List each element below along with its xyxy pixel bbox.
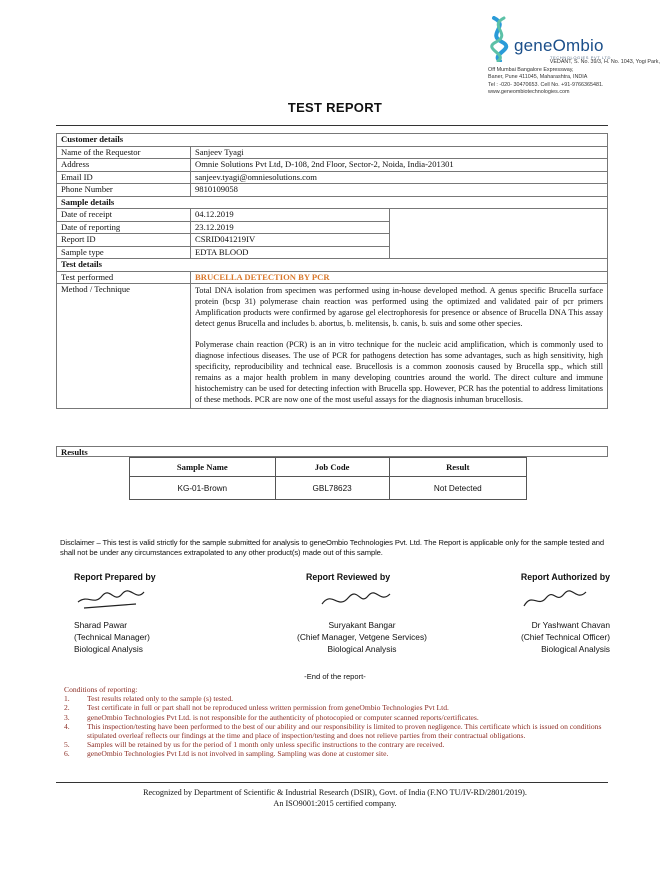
sample-name-cell: KG-01-Brown: [130, 477, 276, 500]
page-title: TEST REPORT: [287, 100, 383, 115]
item-number: 5.: [64, 740, 70, 750]
list-item: [64, 740, 614, 749]
disclaimer: Disclaimer – This test is valid strictly for the sample submitted for analysis to geneOmbio Technologies Pvt. Ltd. The Report is applicable only for the sample tested and shall not be under any circumstances extrapolated to any other product(s) made out of this sample.: [60, 538, 604, 557]
signatory-name: Suryakant Bangar: [328, 620, 396, 630]
list-item: [64, 713, 614, 722]
conditions-list: [64, 694, 614, 758]
footer-divider: [56, 782, 608, 783]
list-item: [64, 722, 614, 740]
title-divider: [56, 125, 608, 126]
table-row: [130, 477, 527, 500]
field-label: Date of receipt: [57, 209, 191, 222]
field-label: Sample type: [57, 246, 191, 259]
column-header: Sample Name: [130, 458, 276, 477]
address-line: Baner, Pune 411045, Maharashtra, INDIA: [488, 74, 588, 81]
signature-reviewed: [282, 572, 482, 655]
test-performed-value: BRUCELLA DETECTION BY PCR: [191, 271, 608, 284]
item-number: 4.: [64, 721, 70, 731]
details-table: [56, 133, 608, 409]
item-text: This inspection/testing have been performed to the best of our ability and our responsibility is limited to proven negligence. This certificate which is issued on conditions stipulated overleaf reflects our findings at the time and place of inspection/testing and does not relieve parties from their contractual obligations.: [87, 721, 602, 741]
conditions-heading: Conditions of reporting:: [64, 685, 138, 694]
email-value[interactable]: sanjeev.tyagi@omniesolutions.com: [191, 171, 608, 184]
signatory-name: Sharad Pawar: [74, 620, 128, 630]
results-heading: Results: [56, 446, 608, 457]
address-line: Off Mumbai Bangalore Expressway,: [488, 66, 574, 73]
item-text: geneOmbio Technologies Pvt Ltd. is not responsible for the authenticity of photocopied or computer scanned reports/certificates.: [87, 712, 479, 722]
signatory-name: Dr Yashwant Chavan: [531, 620, 610, 630]
address-line: Tel : -020- 30470653. Cell No. +91-9766365481.: [488, 81, 604, 88]
result-cell: Not Detected: [389, 477, 526, 500]
list-item: [64, 749, 614, 758]
field-label: Name of the Requestor: [57, 146, 191, 159]
signature-title: Report Prepared by: [74, 572, 156, 582]
logo-tagline: TECHNOLOGIES PVT LTD: [550, 55, 611, 60]
blank-cell: [390, 209, 608, 259]
signatory-details: [282, 619, 442, 655]
field-label: Method / Technique: [57, 284, 191, 409]
signature-prepared: [74, 572, 244, 655]
item-number: 1.: [64, 694, 70, 704]
logo-name: geneOmbio: [514, 36, 604, 55]
field-label: Phone Number: [57, 184, 191, 197]
section-test: Test details: [57, 259, 608, 272]
conditions-of-reporting: [64, 685, 614, 759]
handwritten-signature: [316, 584, 396, 614]
item-text: Test results related only to the sample (s) tested.: [87, 694, 234, 704]
field-label: Report ID: [57, 234, 191, 247]
address-line: VEDANT, S. No. 39/3, H. No. 1043, Yogi Park,: [549, 59, 660, 65]
item-text: geneOmbio Technologies Pvt Ltd is not involved in sampling. Sampling was done at customer site.: [87, 749, 389, 759]
handwritten-signature: [520, 584, 590, 614]
item-number: 3.: [64, 712, 70, 722]
column-header: Job Code: [275, 458, 389, 477]
receipt-date-value: 04.12.2019: [191, 209, 390, 222]
footer-iso: An ISO9001:2015 certified company.: [273, 799, 397, 808]
field-label: Email ID: [57, 171, 191, 184]
phone-value: 9810109058: [191, 184, 608, 197]
item-number: 2.: [64, 703, 70, 713]
method-paragraph: Polymerase chain reaction (PCR) is an in vitro technique for the nucleic acid amplification, which is commonly used to diagnose infectious diseases. The use of PCR for pathogens detection has some advantages, such as high sensitivity, high specificity, reproducibility and technical ease. Brucellosis is a common zoonosis caused by Brucella spp., which still remains as a major health problem in many developing countries around the world. The direct culture and immune histochemistry can be used for detecting infection with Brucella spp. However, PCR has the potential to address limitations of these methods. PCR are now one of the most useful assays for the diagnosis inhuman brucellosis.: [195, 340, 603, 404]
signatory-role: (Chief Technical Officer): [520, 632, 610, 642]
field-label: Test performed: [57, 271, 191, 284]
address-value: Omnie Solutions Pvt Ltd, D-108, 2nd Floor, Sector-2, Noida, India-201301: [191, 159, 608, 172]
signatory-dept: Biological Analysis: [327, 644, 397, 654]
signatory-details: [484, 619, 610, 655]
report-id-value: CSRID041219IV: [191, 234, 390, 247]
method-description: [191, 284, 608, 409]
column-header: Result: [389, 458, 526, 477]
results-table: [129, 457, 527, 500]
field-label: Date of reporting: [57, 221, 191, 234]
item-number: 6.: [64, 749, 70, 759]
signatory-role: (Chief Manager, Vetgene Services): [297, 632, 427, 642]
item-text: Samples will be retained by us for the period of 1 month only unless specific instructions to the contrary are received.: [87, 740, 445, 750]
handwritten-signature: [74, 584, 154, 614]
website-link[interactable]: www.geneombiotechnologies.com: [488, 89, 570, 96]
footer-recognition: Recognized by Department of Scientific & Industrial Research (DSIR), Govt. of India (F.NO TU/IV-RD/2801/2019).: [143, 788, 527, 797]
item-text: Test certificate in full or part shall not be reproduced unless written permission from geneOmbio Technologies Pvt Ltd.: [87, 703, 449, 713]
section-customer: Customer details: [57, 134, 608, 147]
footer: [0, 787, 670, 809]
signatory-dept: Biological Analysis: [74, 644, 143, 654]
job-code-cell: GBL78623: [275, 477, 389, 500]
signature-title: Report Reviewed by: [306, 572, 391, 582]
field-label: Address: [57, 159, 191, 172]
section-sample: Sample details: [57, 196, 608, 209]
signature-authorized: [484, 572, 610, 655]
list-item: [64, 703, 614, 712]
method-paragraph: Total DNA isolation from specimen was performed using in-house developed method. A genus specific Brucella surface protein (bcsp 31) polymerase chain reaction was performed using the optimized and validated pair of pcr primers Amplification products were confirmed by agarose gel electrophoresis for presence or absence of Brucella DNA This assay detect genus Brucella and includes b. abortus, b. melitensis, b. canis, b. suis and some other species.: [195, 286, 603, 328]
signatory-dept: Biological Analysis: [541, 644, 610, 654]
signature-title: Report Authorized by: [520, 572, 610, 582]
reporting-date-value: 23.12.2019: [191, 221, 390, 234]
requestor-value: Sanjeev Tyagi: [191, 146, 608, 159]
sample-type-value: EDTA BLOOD: [191, 246, 390, 259]
end-of-report: -End of the report-: [304, 672, 366, 681]
signatory-details: [74, 619, 244, 655]
list-item: [64, 694, 614, 703]
signatory-role: (Technical Manager): [74, 632, 150, 642]
company-address: [488, 59, 668, 97]
